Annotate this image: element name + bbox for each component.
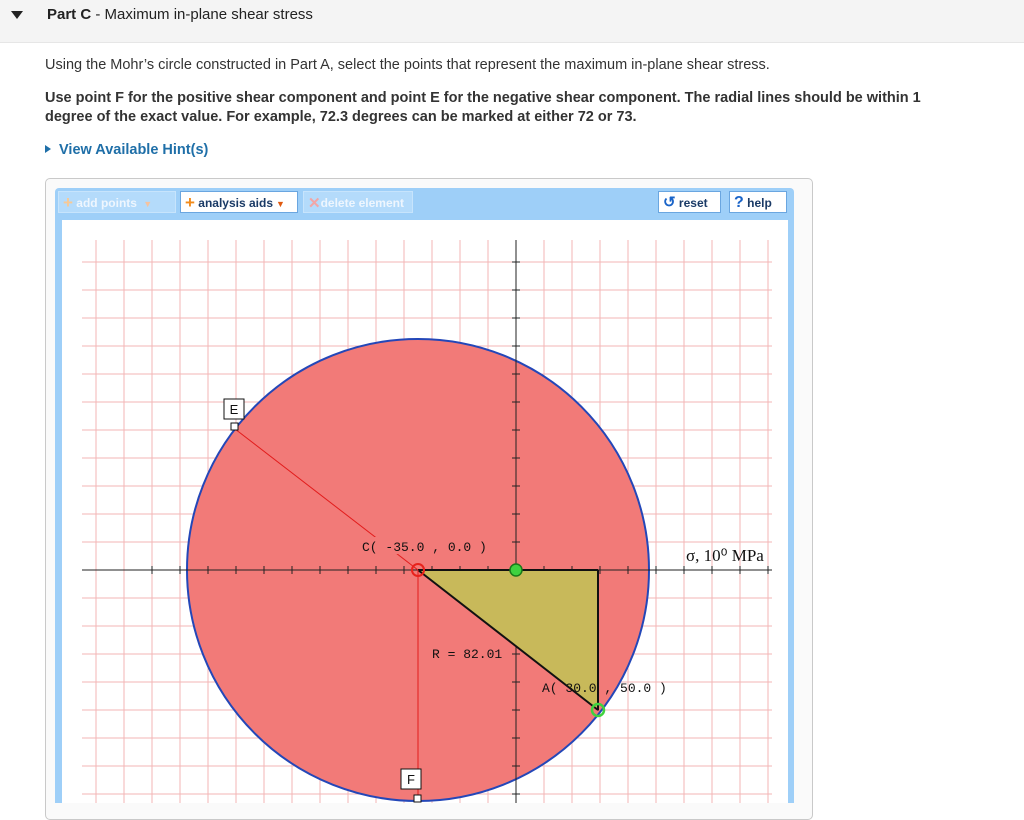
- instruction-text: Using the Mohr’s circle constructed in Part A, select the points that represent the maximum in-plane shear stress.: [45, 57, 770, 73]
- delete-x-icon: ✕: [308, 195, 321, 212]
- help-button[interactable]: ? help: [729, 191, 787, 213]
- point-e-label: E: [229, 402, 239, 417]
- mohr-circle-plot[interactable]: [62, 220, 788, 803]
- sigma-axis-label: σ, 10⁰ MPa: [686, 546, 764, 565]
- reset-icon: ↺: [663, 194, 676, 211]
- analysis-aids-button[interactable]: + analysis aids ▼: [180, 191, 298, 213]
- view-hints-link[interactable]: View Available Hint(s): [45, 142, 208, 158]
- reset-button[interactable]: ↺ reset: [658, 191, 721, 213]
- origin-point[interactable]: [510, 564, 522, 576]
- plus-icon: +: [185, 193, 195, 212]
- point-f-marker[interactable]: [414, 795, 421, 802]
- expand-triangle-icon: [45, 145, 51, 153]
- plus-icon: +: [63, 193, 73, 212]
- help-question-icon: ?: [734, 194, 744, 211]
- center-label: C( -35.0 , 0.0 ): [362, 540, 487, 555]
- point-f-label: F: [407, 772, 415, 787]
- delete-element-button[interactable]: ✕delete element: [303, 191, 413, 213]
- collapse-caret-icon[interactable]: [11, 11, 23, 19]
- add-points-button[interactable]: + add points ▼: [58, 191, 176, 213]
- dropdown-caret-icon: ▼: [276, 199, 285, 209]
- dropdown-caret-icon: ▼: [143, 199, 153, 209]
- radius-label: R = 82.01: [432, 647, 503, 662]
- part-title: Part C - Maximum in-plane shear stress: [47, 6, 313, 23]
- plot-canvas[interactable]: [62, 220, 788, 803]
- part-header[interactable]: [0, 0, 1024, 43]
- point-a-label: A( 30.0 , 50.0 ): [542, 681, 667, 696]
- point-e-marker[interactable]: [231, 423, 238, 430]
- instruction-bold-text: Use point F for the positive shear component and point E for the negative shear component. The radial lines should be within 1 degree of the exact value. For example, 72.3 degrees can be marked at either 72 or 73.: [45, 90, 921, 125]
